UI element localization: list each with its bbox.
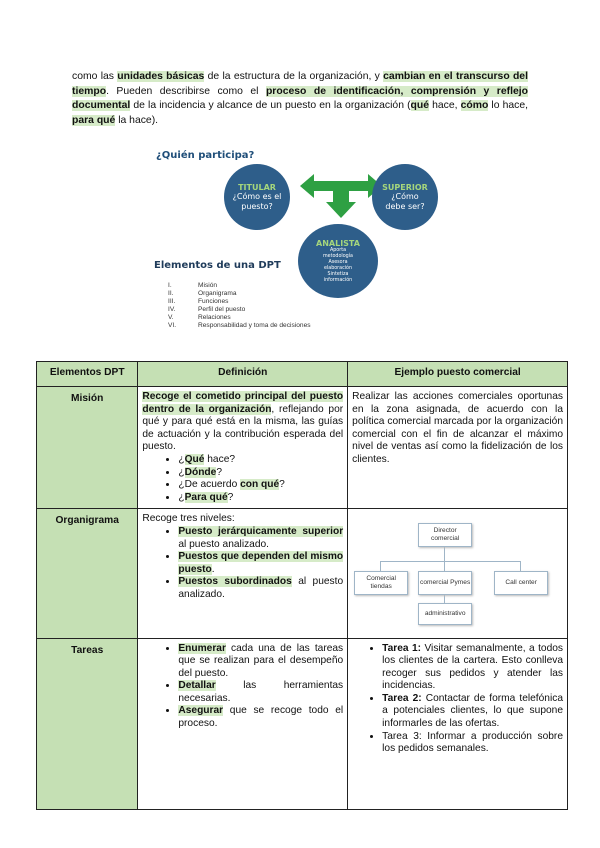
org-chart: [352, 513, 563, 618]
mision-questions: [142, 454, 343, 504]
elements-list-item: I. Misión: [168, 282, 218, 289]
list-item: • ¿De acuerdo con qué?: [178, 479, 343, 492]
org-box-top: Director comercial: [418, 523, 472, 547]
organigrama-intro: Recoge tres niveles:: [142, 513, 235, 525]
titular-question: ¿Cómo es el puesto?: [232, 191, 282, 211]
analista-line: metodología: [322, 253, 353, 259]
tareas-example-list: [352, 643, 563, 756]
elements-list-item: III. Funciones: [168, 298, 229, 305]
list-item: • Puestos subordinados al puesto analizado.: [178, 576, 343, 601]
header-example: Ejemplo puesto comercial: [348, 362, 568, 387]
organigrama-levels: [142, 526, 343, 602]
analista-line: Asesora: [328, 259, 348, 265]
analista-line: información: [323, 277, 353, 283]
double-arrow-icon: [300, 174, 382, 222]
tareas-definition-list: [142, 643, 343, 731]
row-label: Tareas: [37, 638, 138, 809]
superior-label: SUPERIOR: [382, 182, 428, 192]
example-cell: [348, 638, 568, 809]
list-item: • Detallar las herramientas necesarias.: [178, 680, 343, 705]
list-item: • ¿Qué hace?: [178, 454, 343, 467]
row-organigrama: [37, 509, 568, 638]
analista-line: elaboración: [323, 265, 353, 271]
row-tareas: [37, 638, 568, 809]
dpt-table: [36, 361, 568, 810]
titular-circle: [224, 164, 290, 230]
analista-label: ANALISTA: [316, 238, 360, 248]
titular-label: TITULAR: [238, 182, 276, 192]
example-cell: [348, 509, 568, 638]
mision-definition: Recoge el cometido principal del puesto dentro de la organización, reflejando por qué y para qué está en la misma, las guías de actuación y la contribución esperada del puesto.: [142, 391, 344, 453]
elements-list-item: II. Organigrama: [168, 290, 237, 297]
list-item: • ¿Para qué?: [178, 492, 343, 505]
list-item: • Tarea 1: Visitar semanalmente, a todos los clientes de la cartera. Esto conlleva recoger sus pedidos y atender las incidencias.: [382, 643, 563, 693]
header-definition: Definición: [138, 362, 348, 387]
list-item: • Tarea 3: Informar a producción sobre los pedidos semanales.: [382, 731, 563, 756]
list-item: • Tarea 2: Contactar de forma telefónica a potenciales clientes, lo que supone informarles de las ofertas.: [382, 693, 563, 731]
analista-line: Aporta: [329, 247, 347, 253]
list-item: • Enumerar cada una de las tareas que se realizan para el desempeño del puesto.: [178, 643, 343, 681]
org-box: administrativo: [418, 603, 472, 625]
definition-cell: [138, 387, 348, 509]
row-label: Misión: [37, 387, 138, 509]
elements-list-item: V. Relaciones: [168, 314, 231, 321]
example-cell: Realizar las acciones comerciales oportunas en la zona asignada, de acuerdo con la política comercial marcada por la organización comercial con el fin de alcanzar el máximo nivel de ventas así como la fidelización de los clientes.: [348, 387, 568, 509]
intro-paragraph: como las unidades básicas de la estructura de la organización, y cambian en el transcurso del tiempo. Pueden describirse como el proceso de identificación, comprensión y reflejo documental de la incidencia y alcance de un puesto en la organización (qué hace, cómo lo hace, para qué la hace).: [72, 71, 529, 126]
elements-title: Elementos de una DPT: [154, 260, 281, 271]
definition-cell: [138, 509, 348, 638]
org-box: Call center: [494, 571, 548, 595]
list-item: • Asegurar que se recoge todo el proceso.: [178, 705, 343, 730]
row-mision: [37, 387, 568, 509]
list-item: • Puestos que dependen del mismo puesto.: [178, 551, 343, 576]
row-label: Organigrama: [37, 509, 138, 638]
superior-circle: [372, 164, 438, 230]
header-elements: Elementos DPT: [37, 362, 138, 387]
definition-cell: [138, 638, 348, 809]
participants-diagram: [150, 148, 450, 338]
elements-list: [168, 282, 311, 330]
org-box: Comercial tiendas: [354, 571, 408, 595]
elements-list-item: IV. Perfil del puesto: [168, 306, 246, 313]
analista-line: Sintetiza: [327, 271, 349, 277]
superior-question: ¿Cómo debe ser?: [385, 191, 425, 211]
org-box: comercial Pymes: [418, 571, 472, 595]
list-item: • ¿Dónde?: [178, 467, 343, 480]
elements-list-item: VI. Responsabilidad y toma de decisiones: [168, 322, 311, 329]
list-item: • Puesto jerárquicamente superior al puesto analizado.: [178, 526, 343, 551]
diagram-title: ¿Quién participa?: [156, 150, 255, 161]
table-header-row: [37, 362, 568, 387]
